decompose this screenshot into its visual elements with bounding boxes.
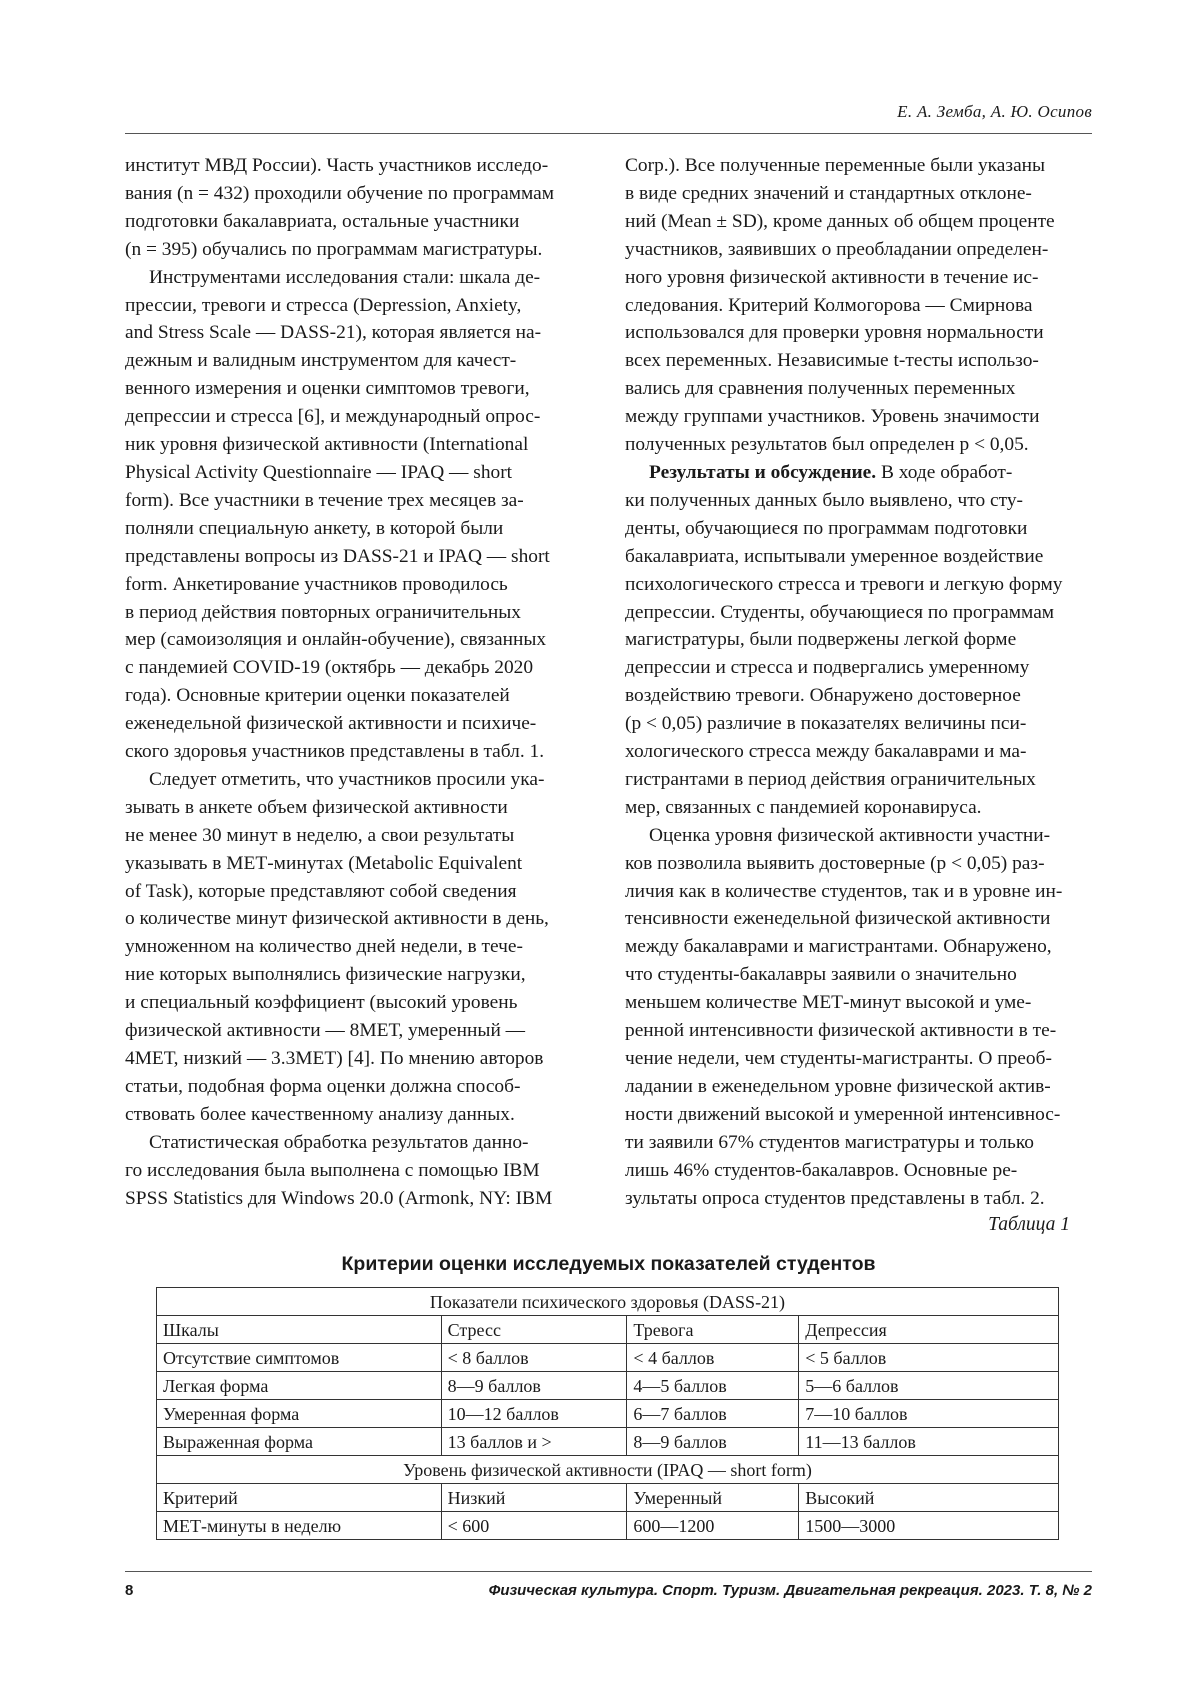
table-cell: 8—9 баллов bbox=[441, 1372, 627, 1400]
text-line: тенсивности еженедельной физической активности bbox=[625, 908, 1051, 930]
text-line: зультаты опроса студентов представлены в табл. 2. bbox=[625, 1187, 1045, 1209]
text-line: ности движений высокой и умеренной интенсивнос- bbox=[625, 1103, 1061, 1125]
text-line: личия как в количестве студентов, так и в уровне ин- bbox=[625, 880, 1063, 902]
text-line: года). Основные критерии оценки показателей bbox=[125, 685, 510, 707]
text-line: с пандемией COVID-19 (октябрь — декабрь 2020 bbox=[125, 657, 534, 679]
text-line: в виде средних значений и стандартных отклоне- bbox=[625, 182, 1032, 204]
table-cell: 8—9 баллов bbox=[627, 1428, 799, 1456]
text-line: использовался для проверки уровня нормальности bbox=[625, 322, 1044, 344]
text-line: ние которых выполнялись физические нагрузки, bbox=[125, 964, 526, 986]
text-line: лишь 46% студентов-бакалавров. Основные ре- bbox=[625, 1159, 1018, 1181]
table-cell: < 600 bbox=[441, 1512, 627, 1540]
table-row bbox=[157, 1372, 1059, 1400]
text-line: о количестве минут физической активности в день, bbox=[125, 908, 549, 930]
table-cell: Умеренный bbox=[627, 1484, 799, 1512]
table-row bbox=[157, 1344, 1059, 1372]
table-cell: 11—13 баллов bbox=[799, 1428, 1059, 1456]
text-line: ного уровня физической активности в течение ис- bbox=[625, 266, 1039, 288]
text-line: ренной интенсивности физической активности в те- bbox=[625, 1020, 1057, 1042]
text-line: следования. Критерий Колмогорова — Смирнова bbox=[625, 294, 1033, 316]
table-section-title: Уровень физической активности (IPAQ — short form) bbox=[157, 1456, 1059, 1484]
text-line: гистрантами в период действия ограничительных bbox=[625, 768, 1036, 790]
text-line: воздействию тревоги. Обнаружено достоверное bbox=[625, 685, 1021, 707]
text-line: умноженном на количество дней недели, в тече- bbox=[125, 936, 523, 958]
text-line: полученных результатов был определен p < 0,05. bbox=[625, 434, 1029, 456]
text-line: институт МВД России). Часть участников исследо- bbox=[125, 155, 549, 176]
text-line: бакалавриата, испытывали умеренное воздействие bbox=[625, 545, 1044, 567]
table-cell: 7—10 баллов bbox=[799, 1400, 1059, 1428]
table-cell: 1500—3000 bbox=[799, 1512, 1059, 1540]
text-line: ков позволила выявить достоверные (p < 0,05) раз- bbox=[625, 852, 1045, 874]
text-line: магистратуры, были подвержены легкой форме bbox=[625, 629, 1017, 651]
table-cell: Выраженная форма bbox=[157, 1428, 442, 1456]
text-line: представлены вопросы из DASS-21 и IPAQ — short bbox=[125, 545, 550, 567]
table-section-title: Показатели психического здоровья (DASS-21) bbox=[157, 1288, 1059, 1316]
page-number: 8 bbox=[125, 1582, 134, 1599]
text-line: венного измерения и оценки симптомов тревоги, bbox=[125, 378, 530, 400]
text-line: участников, заявивших о преобладании определен- bbox=[625, 238, 1049, 260]
right-text-column bbox=[625, 152, 1087, 1212]
text-line: ладании в еженедельном уровне физической актив- bbox=[625, 1075, 1051, 1097]
text-line: не менее 30 минут в неделю, а свои результаты bbox=[125, 824, 515, 846]
text-line: ки полученных данных было выявлено, что сту- bbox=[625, 489, 1023, 511]
table-cell: < 4 баллов bbox=[627, 1344, 799, 1372]
text-line: хологического стресса между бакалаврами и ма- bbox=[625, 741, 1027, 763]
text-line: указывать в МЕТ-минутах (Metabolic Equivalent bbox=[125, 852, 523, 874]
text-line: меньшем количестве МЕТ-минут высокой и уме- bbox=[625, 992, 1032, 1014]
table-title: Критерии оценки исследуемых показателей студентов bbox=[341, 1253, 876, 1275]
text-line: между бакалаврами и магистрантами. Обнаружено, bbox=[625, 936, 1052, 958]
table-row bbox=[157, 1484, 1059, 1512]
text-line: и специальный коэффициент (высокий уровень bbox=[125, 992, 518, 1014]
text-line: Статистическая обработка результатов данно- bbox=[149, 1131, 529, 1153]
text-line: ти заявили 67% студентов магистратуры и только bbox=[625, 1131, 1034, 1153]
paragraph bbox=[625, 152, 1087, 459]
text-line: дежным и валидным инструментом для качест- bbox=[125, 350, 517, 372]
text-line: Инструментами исследования стали: шкала де- bbox=[149, 266, 541, 288]
text-line: and Stress Scale — DASS-21), которая является на- bbox=[125, 322, 542, 344]
table-cell: Стресс bbox=[441, 1316, 627, 1344]
table-cell: 600—1200 bbox=[627, 1512, 799, 1540]
text-line: Следует отметить, что участников просили ука- bbox=[149, 768, 545, 790]
table-cell: Отсутствие симптомов bbox=[157, 1344, 442, 1372]
footer-rule bbox=[125, 1571, 1092, 1572]
text-line: депрессии и стресса [6], и международный опрос- bbox=[125, 406, 541, 428]
text-line: SPSS Statistics для Windows 20.0 (Armonk, NY: IBM bbox=[125, 1187, 553, 1209]
text-line: еженедельной физической активности и психиче- bbox=[125, 713, 537, 735]
text-line: в период действия повторных ограничительных bbox=[125, 601, 521, 623]
table-section-row bbox=[157, 1288, 1059, 1316]
text-line: вания (n = 432) проходили обучение по программам bbox=[125, 182, 555, 204]
table-label: Таблица 1 bbox=[988, 1214, 1070, 1235]
text-line: вались для сравнения полученных переменных bbox=[625, 378, 1016, 400]
text-line: полняли специальную анкету, в которой были bbox=[125, 517, 504, 539]
text-line: Physical Activity Questionnaire — IPAQ — short bbox=[125, 461, 513, 483]
paragraph bbox=[125, 264, 587, 766]
text-line: что студенты-бакалавры заявили о значительно bbox=[625, 964, 1017, 986]
paragraph bbox=[125, 1129, 587, 1213]
text-line: 4МЕТ, низкий — 3.3МЕТ) [4]. По мнению авторов bbox=[125, 1048, 544, 1069]
text-line: (n = 395) обучались по программам магистратуры. bbox=[125, 238, 543, 260]
text-line: Оценка уровня физической активности участни- bbox=[649, 824, 1051, 846]
text-line: подготовки бакалавриата, остальные участники bbox=[125, 210, 520, 232]
text-line: депрессии и стресса и подвергались умеренному bbox=[625, 657, 1030, 679]
table-cell: Умеренная форма bbox=[157, 1400, 442, 1428]
section-heading: Результаты и обсуждение. bbox=[649, 461, 877, 483]
text-line: чение недели, чем студенты-магистранты. О преоб- bbox=[625, 1048, 1052, 1069]
text-line: мер (самоизоляция и онлайн-обучение), связанных bbox=[125, 629, 547, 651]
table-cell: 4—5 баллов bbox=[627, 1372, 799, 1400]
text-line: го исследования была выполнена с помощью IBM bbox=[125, 1159, 540, 1181]
table-cell: 10—12 баллов bbox=[441, 1400, 627, 1428]
text-line: ского здоровья участников представлены в табл. 1. bbox=[125, 741, 545, 763]
table-cell: МЕТ-минуты в неделю bbox=[157, 1512, 442, 1540]
table-row bbox=[157, 1316, 1059, 1344]
header-rule bbox=[125, 133, 1092, 134]
text-line: денты, обучающиеся по программам подготовки bbox=[625, 517, 1028, 539]
text-line: ник уровня физической активности (International bbox=[125, 434, 529, 456]
table-cell: < 8 баллов bbox=[441, 1344, 627, 1372]
text-line: физической активности — 8МЕТ, умеренный — bbox=[125, 1020, 526, 1042]
text-line: ствовать более качественному анализу данных. bbox=[125, 1103, 515, 1125]
criteria-table bbox=[156, 1287, 1059, 1540]
text-line: (p < 0,05) различие в показателях величины пси- bbox=[625, 713, 1027, 735]
table-cell: 6—7 баллов bbox=[627, 1400, 799, 1428]
paragraph bbox=[125, 152, 587, 264]
table-row bbox=[157, 1428, 1059, 1456]
running-head-authors: Е. А. Земба, А. Ю. Осипов bbox=[897, 102, 1092, 121]
table-cell: Легкая форма bbox=[157, 1372, 442, 1400]
text-line: ний (Mean ± SD), кроме данных об общем проценте bbox=[625, 210, 1055, 232]
table-cell: 13 баллов и > bbox=[441, 1428, 627, 1456]
text-line: form). Все участники в течение трех месяцев за- bbox=[125, 489, 524, 511]
table-cell: Высокий bbox=[799, 1484, 1059, 1512]
journal-title: Физическая культура. Спорт. Туризм. Двигательная рекреация. 2023. Т. 8, № 2 bbox=[488, 1582, 1092, 1599]
text-line: прессии, тревоги и стресса (Depression, Anxiety, bbox=[125, 294, 522, 316]
text-line: между группами участников. Уровень значимости bbox=[625, 406, 1040, 428]
paragraph bbox=[125, 766, 587, 1129]
paragraph bbox=[625, 459, 1087, 822]
table-section-row bbox=[157, 1456, 1059, 1484]
table-cell: < 5 баллов bbox=[799, 1344, 1059, 1372]
table-cell: Депрессия bbox=[799, 1316, 1059, 1344]
paragraph bbox=[625, 822, 1087, 1213]
table-cell: Тревога bbox=[627, 1316, 799, 1344]
text-line: статьи, подобная форма оценки должна способ- bbox=[125, 1075, 521, 1097]
text-line: психологического стресса и тревоги и легкую форму bbox=[625, 573, 1063, 595]
text-line: депрессии. Студенты, обучающиеся по программам bbox=[625, 601, 1055, 623]
text-line: В ходе обработ- bbox=[881, 461, 1013, 483]
table-cell: 5—6 баллов bbox=[799, 1372, 1059, 1400]
text-line: всех переменных. Независимые t-тесты использо- bbox=[625, 350, 1039, 372]
table-cell: Критерий bbox=[157, 1484, 442, 1512]
text-line: form. Анкетирование участников проводилось bbox=[125, 573, 508, 595]
table-cell: Шкалы bbox=[157, 1316, 442, 1344]
table-row bbox=[157, 1512, 1059, 1540]
table-row bbox=[157, 1400, 1059, 1428]
text-line: зывать в анкете объем физической активности bbox=[125, 796, 508, 818]
table-cell: Низкий bbox=[441, 1484, 627, 1512]
text-line: мер, связанных с пандемией коронавируса. bbox=[625, 796, 982, 818]
text-line: of Task), которые представляют собой сведения bbox=[125, 880, 517, 902]
left-text-column bbox=[125, 152, 587, 1212]
text-line: Corp.). Все полученные переменные были указаны bbox=[625, 155, 1046, 176]
